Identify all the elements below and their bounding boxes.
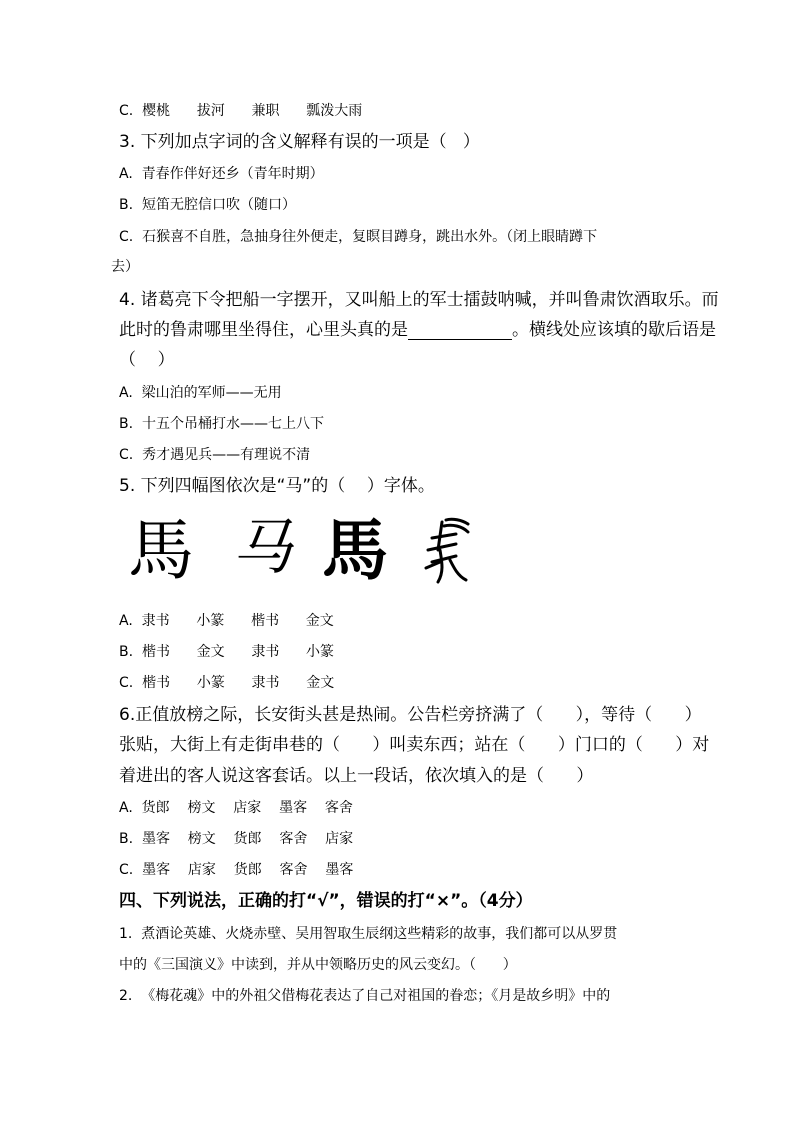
ma-glyph-4-image <box>422 516 474 588</box>
q4-text-b: 。横线处应该填的歇后语是 <box>512 320 716 340</box>
question-3: 3. 下列加点字词的含义解释有误的一项是（ ） <box>119 132 480 152</box>
q6-option-a: A. 货郎 榜文 店家 墨客 客舍 <box>119 800 353 816</box>
q4-option-c: C. 秀才遇见兵——有理说不清 <box>119 447 311 463</box>
ma-glyph-2: 马 <box>232 513 292 583</box>
s4-item-1: 1. 煮酒论英雄、火烧赤壁、吴用智取生辰纲这些精彩的故事，我们都可以从罗贯 <box>119 926 618 942</box>
q4-option-b: B. 十五个吊桶打水——七上八下 <box>119 416 324 432</box>
q4-blank[interactable] <box>408 322 512 340</box>
q6-option-c: C. 墨客 店家 货郎 客舍 墨客 <box>119 862 354 878</box>
section-4-heading: 四、下列说法，正确的打“√”，错误的打“×”。（4分） <box>119 891 533 911</box>
q4-option-a: A. 梁山泊的军师——无用 <box>119 385 282 401</box>
q5-option-a: A. 隶书 小篆 楷书 金文 <box>119 613 334 629</box>
question-4-line2 <box>119 322 716 340</box>
s4-item-1-cont: 中的《三国演义》中读到，并从中领略历史的风云变幻。（ ） <box>119 957 517 973</box>
ma-glyph-3: 馬 <box>322 512 388 589</box>
q3-option-c-cont: 去） <box>111 259 139 275</box>
question-5: 5. 下列四幅图依次是“马”的（ ）字体。 <box>119 476 435 496</box>
q2-option-c: C. 樱桃 拔河 兼职 瓢泼大雨 <box>119 103 363 119</box>
question-6: 6.正值放榜之际，长安街头甚是热闹。公告栏旁挤满了（ ），等待（ ） <box>119 705 702 725</box>
q5-option-c: C. 楷书 小篆 隶书 金文 <box>119 675 335 691</box>
question-6-line2: 张贴，大街上有走街串巷的（ ）叫卖东西；站在（ ）门口的（ ）对 <box>119 735 710 755</box>
q3-option-a: A. 青春作伴好还乡（青年时期） <box>119 166 324 182</box>
q4-paren: （ ） <box>119 350 175 370</box>
question-4: 4. 诸葛亮下令把船一字摆开，又叫船上的军士擂鼓呐喊，并叫鲁肃饮酒取乐。而 <box>119 290 719 310</box>
q3-option-b: B. 短笛无腔信口吹（随口） <box>119 197 296 213</box>
ma-glyph-1: 馬 <box>128 512 194 589</box>
q4-text-a: 此时的鲁肃哪里坐得住，心里头真的是 <box>119 320 408 340</box>
q5-option-b: B. 楷书 金文 隶书 小篆 <box>119 644 335 660</box>
q3-option-c: C. 石猴喜不自胜，急抽身往外便走，复瞑目蹲身，跳出水外。（闭上眼睛蹲下 <box>119 229 598 245</box>
question-6-line3: 着进出的客人说这客套话。以上一段话，依次填入的是（ ） <box>119 766 594 786</box>
q6-option-b: B. 墨客 榜文 货郎 客舍 店家 <box>119 831 354 847</box>
s4-item-2: 2. 《梅花魂》中的外祖父借梅花表达了自己对祖国的眷恋；《月是故乡明》中的 <box>119 988 611 1004</box>
